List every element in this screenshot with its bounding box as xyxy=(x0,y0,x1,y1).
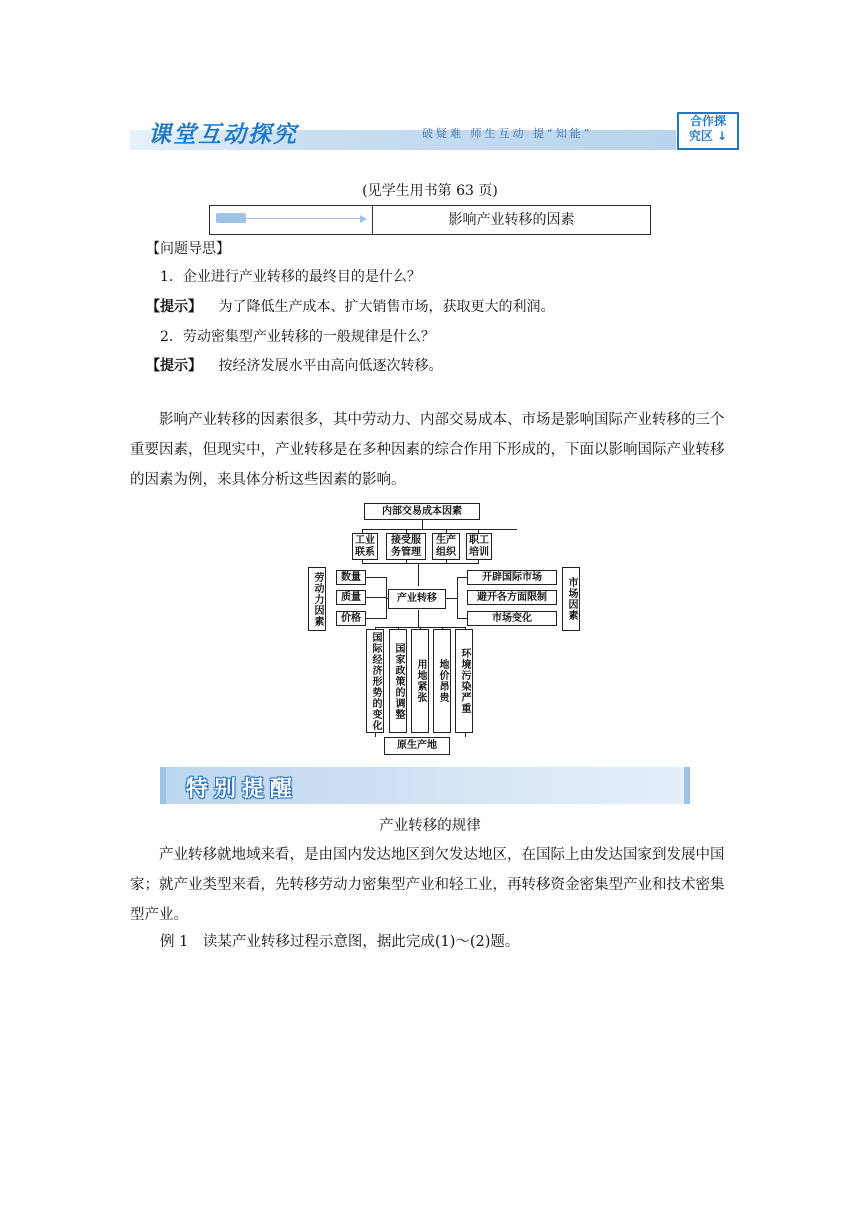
answer-1: 【提示】 为了降低生产成本、扩大销售市场，获取更大的利润。 xyxy=(146,299,555,315)
diagram-top-item: 工业联系 xyxy=(352,533,378,560)
diagram-center: 产业转移 xyxy=(388,589,446,609)
diagram-left-item: 数量 xyxy=(336,570,366,585)
diagram-bottom-item: 地价昂贵 xyxy=(433,629,451,733)
banner-title: 课堂互动探究 xyxy=(148,122,298,148)
qa-heading: 【问题导思】 xyxy=(146,241,230,257)
diagram-top-item: 接受服务管理 xyxy=(386,533,426,560)
diagram-top-item: 生产组织 xyxy=(432,533,460,560)
diagram-top-factor: 内部交易成本因素 xyxy=(364,503,480,520)
diagram-bottom-item: 国家政策的调整 xyxy=(389,629,407,733)
diagram-origin: 原生产地 xyxy=(384,737,450,755)
answer-2: 【提示】 按经济发展水平由高向低逐次转移。 xyxy=(146,358,443,374)
section-banner xyxy=(130,110,740,150)
topic-box xyxy=(209,205,651,235)
diagram-right-item: 避开各方面限制 xyxy=(467,590,557,605)
diagram-left-item: 价格 xyxy=(336,611,366,626)
special-subtitle: 产业转移的规律 xyxy=(379,818,481,834)
topic-decoration xyxy=(210,206,373,234)
page-reference: (见学生用书第 63 页) xyxy=(362,183,498,199)
intro-paragraph: 影响产业转移的因素很多，其中劳动力、内部交易成本、市场是影响国际产业转移的三个重要因素，但现实中，产业转移是在多种因素的综合作用下形成的，下面以影响国际产业转移的因素为例，来具体分析这些因素的影响。 xyxy=(130,412,725,488)
special-paragraph: 产业转移就地域来看，是由国内发达地区到欠发达地区，在国际上由发达国家到发展中国家；就产业类型来看，先转移劳动力密集型产业和轻工业，再转移资金密集型产业和技术密集型产业。 xyxy=(130,847,725,923)
hint-label: 【提示】 xyxy=(146,358,202,374)
diagram-bottom-item: 用地紧张 xyxy=(411,629,429,733)
diagram-top-item: 职工培训 xyxy=(466,533,492,560)
example-1: 例 1 读某产业转移过程示意图，据此完成(1)～(2)题。 xyxy=(160,934,520,950)
diagram-right-item: 市场变化 xyxy=(467,611,557,626)
special-reminder-title: 特别提醒 xyxy=(186,777,299,802)
hint-label: 【提示】 xyxy=(146,299,202,315)
banner-slogan: 破疑难 师生互动 提“知能” xyxy=(422,127,593,140)
diagram-left-item: 质量 xyxy=(336,590,366,605)
cooperation-zone-badge: 合作探 究区 ↓ xyxy=(677,112,739,150)
diagram-left-group: 劳动力因素 xyxy=(308,567,326,631)
pill-icon xyxy=(216,213,246,223)
arrow-icon xyxy=(246,218,362,219)
diagram-bottom-item: 环境污染严重 xyxy=(455,629,473,733)
factor-diagram xyxy=(300,500,600,760)
special-reminder-banner xyxy=(160,767,690,804)
diagram-right-item: 开辟国际市场 xyxy=(467,570,557,585)
diagram-right-group: 市场因素 xyxy=(562,567,580,631)
question-2: 2．劳动密集型产业转移的一般规律是什么？ xyxy=(160,329,435,345)
question-1: 1．企业进行产业转移的最终目的是什么？ xyxy=(160,269,421,285)
diagram-bottom-item: 国际经济形势的变化 xyxy=(366,629,384,733)
topic-title: 影响产业转移的因素 xyxy=(448,212,575,228)
